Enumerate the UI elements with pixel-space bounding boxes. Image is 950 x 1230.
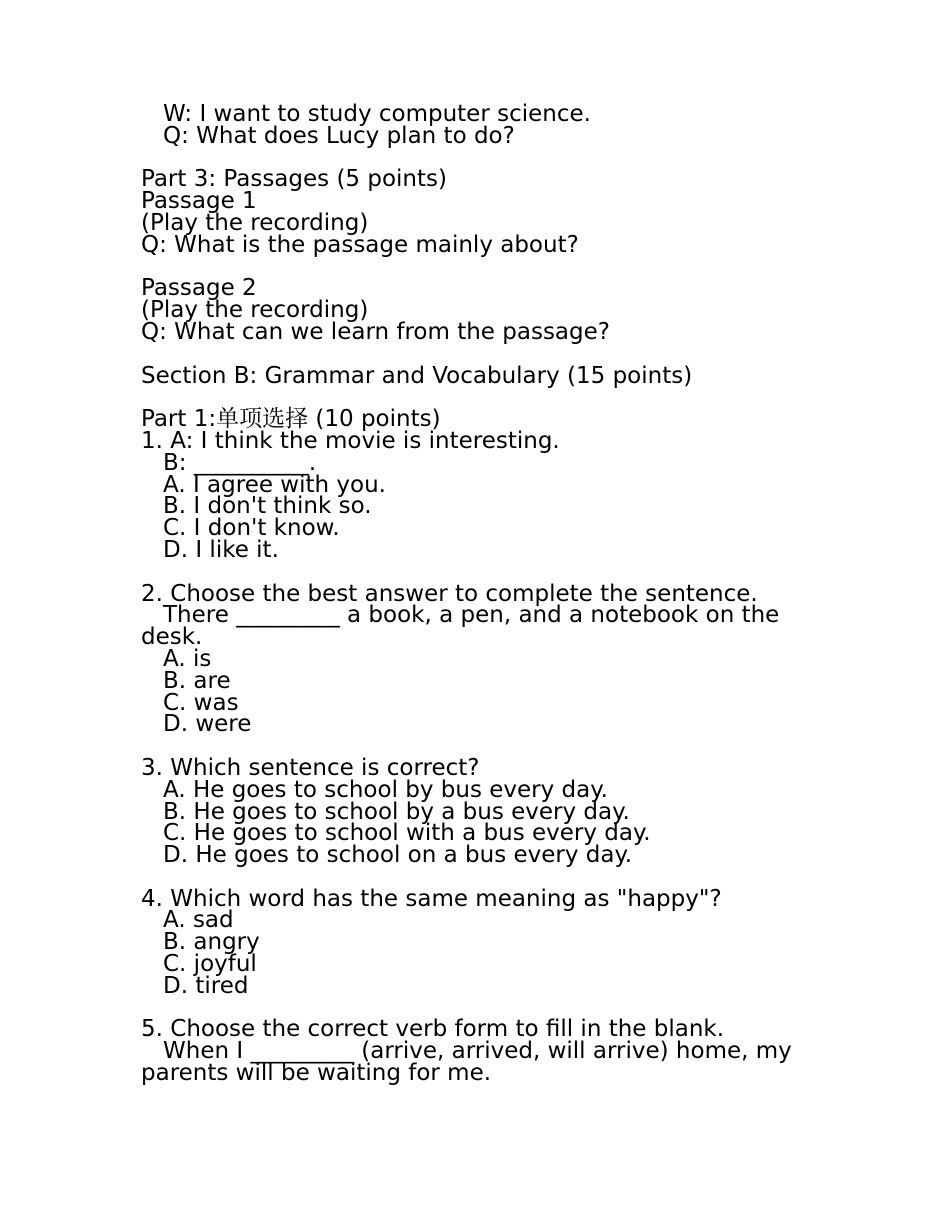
question-4-option-d: D. tired [163, 972, 249, 999]
question-2-stem: 2. Choose the best answer to complete the sentence. [141, 580, 758, 607]
question-1-option-c: C. I don't know. [163, 515, 340, 542]
part1-heading: Part 1:单项选择 (10 points) [141, 406, 441, 433]
dialogue-question: Q: What does Lucy plan to do? [163, 122, 515, 149]
question-3-option-c: C. He goes to school with a bus every day. [163, 820, 651, 847]
question-1-stem: 1. A: I think the movie is interesting. [141, 427, 560, 454]
passage2-instruction: (Play the recording) [141, 297, 369, 324]
question-2-option-c: C. was [163, 689, 239, 716]
question-4-option-c: C. joyful [163, 951, 257, 978]
passage2-title: Passage 2 [141, 275, 257, 302]
question-2-option-b: B. are [163, 667, 231, 694]
exam-page [141, 101, 821, 1087]
question-4-option-a: A. sad [163, 907, 234, 934]
question-1-option-d: D. I like it. [163, 536, 279, 563]
sectionB-heading: Section B: Grammar and Vocabulary (15 points) [141, 362, 693, 389]
question-3-option-a: A. He goes to school by bus every day. [163, 776, 608, 803]
question-1-option-a: A. I agree with you. [163, 471, 386, 498]
passage2-question: Q: What can we learn from the passage? [141, 318, 610, 345]
question-3-option-b: B. He goes to school by a bus every day. [163, 798, 630, 825]
question-4-stem: 4. Which word has the same meaning as "happy"? [141, 885, 722, 912]
part3-heading: Part 3: Passages (5 points) [141, 166, 447, 193]
passage1-title: Passage 1 [141, 188, 257, 215]
passage1-question: Q: What is the passage mainly about? [141, 231, 579, 258]
question-3-option-d: D. He goes to school on a bus every day. [163, 842, 633, 869]
question-5-stem: 5. Choose the correct verb form to fill in the blank. [141, 1016, 725, 1043]
question-1-sub: B: __________. [163, 449, 317, 476]
question-4-option-b: B. angry [163, 929, 260, 956]
question-5-sub: When I _________ (arrive, arrived, will arrive) home, my parents will be waiting for me. [141, 1038, 792, 1087]
question-3-stem: 3. Which sentence is correct? [141, 754, 480, 781]
passage1-instruction: (Play the recording) [141, 209, 369, 236]
question-2-option-a: A. is [163, 645, 212, 672]
dialogue-w-line: W: I want to study computer science. [163, 101, 591, 127]
question-2-option-d: D. were [163, 711, 252, 738]
question-2-sub: There _________ a book, a pen, and a notebook on the desk. [141, 602, 780, 651]
question-1-option-b: B. I don't think so. [163, 493, 372, 520]
